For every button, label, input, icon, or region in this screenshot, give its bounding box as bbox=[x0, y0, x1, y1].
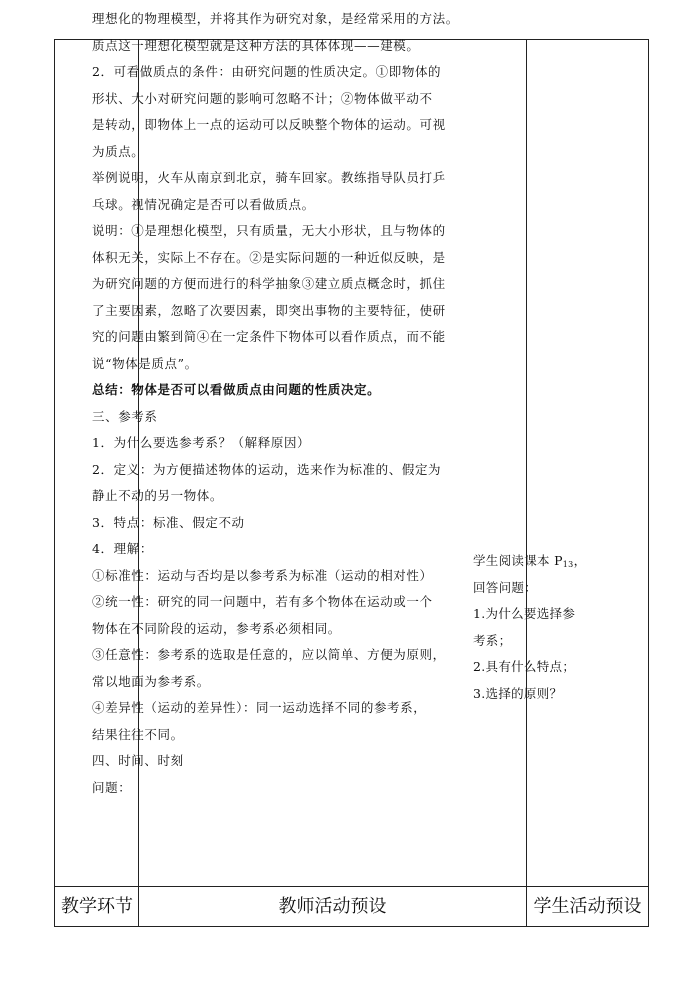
text-line: 究的问题由繁到简④在一定条件下物体可以看作质点，而不能 bbox=[92, 329, 446, 344]
text-line: 了主要因素，忽略了次要因素，即突出事物的主要特征，使研 bbox=[92, 302, 446, 318]
student-line: 1.为什么要选择参 bbox=[473, 606, 576, 621]
section-heading: 四、时间、时刻 bbox=[92, 753, 184, 768]
text-line: 是转动，即物体上一点的运动可以反映整个物体的运动。可视 bbox=[92, 117, 446, 132]
text-line: 结果往往不同。 bbox=[92, 726, 184, 742]
student-activity-column bbox=[526, 40, 649, 926]
text-line: 说“物体是质点”。 bbox=[92, 355, 198, 371]
text-line: 2．定义：为方便描述物体的运动，选来作为标准的、假定为 bbox=[92, 461, 442, 477]
text-line: ②统一性：研究的同一问题中，若有多个物体在运动或一个 bbox=[92, 594, 433, 609]
text-line: 3．特点：标准、假定不动 bbox=[92, 514, 245, 530]
text-line: 4．理解： bbox=[92, 541, 153, 556]
section-heading: 三、参考系 bbox=[92, 408, 158, 424]
teacher-activity-text bbox=[92, 6, 466, 801]
text-line: 形状、大小对研究问题的影响可忽略不计；②物体做平动不 bbox=[92, 90, 433, 106]
header-teacher-activity: 教师活动预设 bbox=[278, 896, 387, 917]
text-line: 质点这一理想化模型就是这种方法的具体体现——建模。 bbox=[92, 37, 420, 53]
student-line-prefix: 学生阅读课本 P bbox=[473, 553, 563, 568]
text-line: 2．可看做质点的条件：由研究问题的性质决定。①即物体的 bbox=[92, 64, 442, 79]
table-header-row bbox=[55, 886, 648, 926]
text-line: 静止不动的另一物体。 bbox=[92, 488, 224, 503]
text-line: ①标准性：运动与否均是以参考系为标准（运动的相对性） bbox=[92, 567, 433, 583]
student-line: 回答问题： bbox=[473, 579, 538, 595]
text-line: ③任意性：参考系的选取是任意的，应以简单、方便为原则， bbox=[92, 647, 446, 662]
text-line: 常以地面为参考系。 bbox=[92, 673, 210, 689]
student-line: 考系； bbox=[473, 632, 512, 648]
student-activity-text bbox=[473, 548, 593, 707]
header-student-activity: 学生活动预设 bbox=[533, 896, 642, 917]
text-line: 问题： bbox=[92, 779, 132, 795]
text-line: 举例说明，火车从南京到北京，骑车回家。教练指导队员打乒 bbox=[92, 170, 446, 185]
student-line-suffix: ， bbox=[573, 553, 587, 568]
text-line: 乓球。视情况确定是否可以看做质点。 bbox=[92, 196, 315, 212]
header-teaching-stage: 教学环节 bbox=[61, 896, 133, 917]
student-line bbox=[473, 548, 593, 575]
text-line: 为质点。 bbox=[92, 143, 145, 159]
text-line: 物体在不同阶段的运动，参考系必须相同。 bbox=[92, 620, 341, 636]
text-line: ④差异性（运动的差异性）：同一运动选择不同的参考系， bbox=[92, 700, 427, 715]
text-line: 1．为什么要选参考系？（解释原因） bbox=[92, 435, 311, 450]
page-number: 13 bbox=[562, 560, 574, 569]
student-line: 2.具有什么特点； bbox=[473, 659, 576, 674]
text-line: 说明：①是理想化模型，只有质量，无大小形状，且与物体的 bbox=[92, 223, 446, 238]
summary-line: 总结：物体是否可以看做质点由问题的性质决定。 bbox=[92, 382, 381, 397]
text-line: 体积无关，实际上不存在。②是实际问题的一种近似反映，是 bbox=[92, 249, 446, 265]
text-line: 理想化的物理模型，并将其作为研究对象，是经常采用的方法。 bbox=[92, 11, 459, 26]
student-line: 3.选择的原则？ bbox=[473, 685, 563, 701]
text-line: 为研究问题的方便而进行的科学抽象③建立质点概念时，抓住 bbox=[92, 276, 446, 291]
